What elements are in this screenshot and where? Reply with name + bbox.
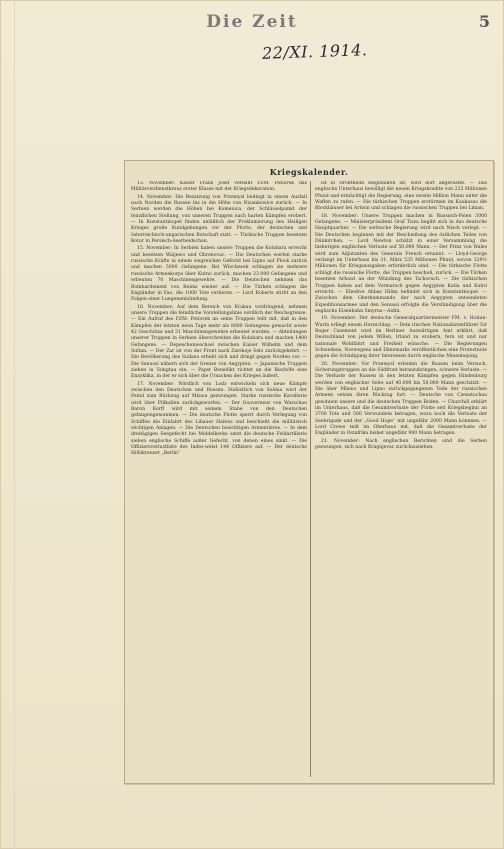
page-number: 5 [478, 12, 490, 31]
calendar-entry: 21. November: Nach englischen Berichten sind die Serben gezwungen, sich nach Kragujevac zurückzuziehen. [315, 438, 487, 451]
calendar-entry: 16. November: Auf dem Bereich von Krakau vordringend, nehmen unsere Truppen die feindliche Vorstellungslinie nördlich der Reichsgrenze. — Ein Aufruf des FZM. Potiorek an seine Truppen teilt mit, daß in den Kämpfen der letzten neun Tage mehr als 8000 Gefangene gemacht sowie 42 Geschütze und 31 Maschinengewehre erbeutet wurden. — Abteilungen unserer Truppen in Serbien überschreiten die Kolubara und machen 1400 Gefangene. — Depeschenwechsel zwischen Kaiser Wilhelm und dem Sultan. — Der Zar ist von der Front nach Zarskoje Selo zurückgekehrt. — Die Bevölkerung des Sudans erhebt sich und dringt gegen Norden vor. — Die Senussi nähern sich der Grenze von Aegypten. — Japanische Truppen ziehen in Tsingtau ein. — Papst Benedikt richtet an die Bischöfe eine Enzyklika, in der er sich über die Ursachen des Krieges äußert. [131, 304, 307, 380]
page-margin-line [14, 0, 15, 849]
calendar-entry: 17. November: Nördlich von Lodz entwickeln sich neue Kämpfe zwischen den Deutschen und Russen. Südöstlich von Soldau wird der Feind zum Rückzug auf Mlawa gezwungen. Starke russische Kavallerie wird über Pillkallen zurückgeworfen. — Der Gouverneur von Warschau Baron Korff wird mit seinem Stabe von den Deutschen gefangengenommen. — Die deutsche Flotte sperrt durch Verlegung von Schiffen die Einfahrt des Libauer Hafens und beschießt die militärisch wichtigen Anlagen. — Die Deutschen besichtigen Armentières. — In dem dreitägigen Seegefecht bei Middelkerke setzt die deutsche Feldartillerie sieben englische Schiffe außer Gefecht, von denen eines sinkt. — Die Offiziersverlustliste des Indes-weist 144 Offiziere auf. — Der deutsche Hilfskreuzer „Berlin“ [131, 381, 307, 457]
calendar-entry: 14. November: Die Besatzung von Przemysl bedingt in einem Ausfall nach Norden die Russen bis in die Höhe von Nizankowice zurück. — In Serbien werden die Höhen bei Komenica, der Schlüsselpunkt der feindlichen Stellung, von unseren Truppen nach harten Kämpfen erobert. — In Konstantinopel finden anläßlich der Proklamierung des Heiligen Krieges große Kundgebungen vor der Pforte, der deutschen und österreichisch-ungarischen Botschaft statt. — Türkische Truppen besetzen Kotur in Persisch-Aserbeidschan. [131, 194, 307, 245]
calendar-entry: 20. November: Vor Przemysl erleiden die Russen beim Versuch, Sicherungstruppen an die Südfront heranzubringen, schwere Verluste. — Die Verluste der Russen in den letzten Kämpfen gegen Hindenburg werden von englischer Seite auf 40.000 bis 50.000 Mann geschätzt. — Die über Mlawa und Lipno zurückgegangenen Teile der russischen Armeen setzen ihren Rückzug fort. — Deutsche von Czenstochau gewinnen unsere und die deutschen Truppen Boden. — Churchill erklärt im Unterhaus, daß die Gesamtverluste der Flotte seit Kriegsbeginn an 3700 Tote und 500 Verwundete betragen, wozu noch die Verluste der Seebrigade und der „Good Hope“ mit ungefähr 2000 Mann kommen. — Lord Crewe teilt im Oberhaus mit, daß die Gesamtverluste der Engländer in Ostafrika bisher ungefähr 900 Mann betragen. [315, 361, 487, 437]
newspaper-clipping [124, 160, 494, 784]
column-divider [310, 181, 311, 777]
masthead: Die Zeit [206, 12, 298, 32]
calendar-entry: 13. November: Kaiser Franz Josef verleiht FZM. Potiorek das Militärverdienstkreuz erster Klasse mit der Kriegsdekoration. [131, 181, 307, 193]
calendar-entry: 19. November: Der deutsche Generalquartiermeister FM. v. Hoinin-Wurm erliegt einem Herzschlag. — Dem irischen Nationalistenführer Sir Roger Casement wird im Berliner Auswärtigen Amt erklärt, daß Deutschland von jedem Willen, Irland zu erobern, fern ist und nur nationale Wohlfahrt und Freiheit wünsche. — Die Regierungen Schwedens, Norwegens und Dänemarks veröffentlichen eine Protestnote gegen die Schädigung ihrer Interessen durch englische Minenlegung. [315, 316, 487, 360]
calendar-entry: 18. November: Unsere Truppen machen in Russisch-Polen 3000 Gefangene. — Ministerpräsident Graf Tisza begibt sich in das deutsche Hauptquartier. — Die serbische Regierung wird nach Nisch verlegt. — Die Deutschen beginnen mit der Beschießung des östlichen Teiles von Dünkirchen. — Lord Newton schätzt in einer Versammlung die bisherigen englischen Verluste auf 50.000 Mann. — Der Prinz von Wales wird zum Adjutanten des Generals French ernannt. — Lloyd-George verlangt im Unterhaus bis 31. März 535 Millionen Pfund, wovon 329½ Millionen für Kriegsausgaben erforderlich sind. — Die türkische Flotte schlägt die russische Flotte, die Truppen beschoß, zurück. — Die Türken besetzen Arhawi an der Mündung des Tschoruch. — Die türkischen Truppen haben auf dem Vormarsch gegen Aegypten Katia und Kubri erreicht. — Ehedive Abbas Hilmi befindet sich in Konstantinopel. — Zwischen dem Oberkommando der nach Aegypten entsendeten Expeditionsarmee und den Senussi erfolgte die Verständigung über die englische Eisenbahn Smyrna—Aidin. [315, 213, 487, 314]
calendar-entry: ist in Drontheim eingelaufen ist, wird dort abgerüstet. — Das englische Unterhaus bewilligt die neuen Kriegskredite von 225 Millionen Pfund und ermächtigt die Regierung, eine zweite Million Mann unter die Waffen zu rufen. — Die türkischen Truppen erstürmen im Kaukasus die Blockhäuser bei Artwin und schlagen die russischen Truppen bei Liman. [315, 181, 487, 212]
clipping-title: Kriegskalender. [269, 167, 349, 177]
clipping-left-column [131, 181, 307, 777]
handwritten-date: 22/XI. 1914. [261, 40, 368, 63]
calendar-entry: 15. November: In Serbien haben unsere Truppen die Kolubara erreicht und besetzen Waljewo und Obrenovac. — Die Deutschen werfen starke russische Kräfte in einem siegreichen Gefecht bei Lipno auf Plock zurück und machen 5000 Gefangene. Bei Wloclawek schlagen sie mehrere russische Armeekorps über Kutno zurück, machen 23.000 Gefangene und erbeuten 70 Maschinengewehre. — Die Deutschen nehmen das Bombardement von Reims wieder auf. — Die Türken schlagen die Engländer in Fao, die 1000 Tote verlieren. — Lord Roberts stirbt an den Folgen einer Lungenentzündung. [131, 246, 307, 303]
clipping-right-column [315, 181, 487, 777]
